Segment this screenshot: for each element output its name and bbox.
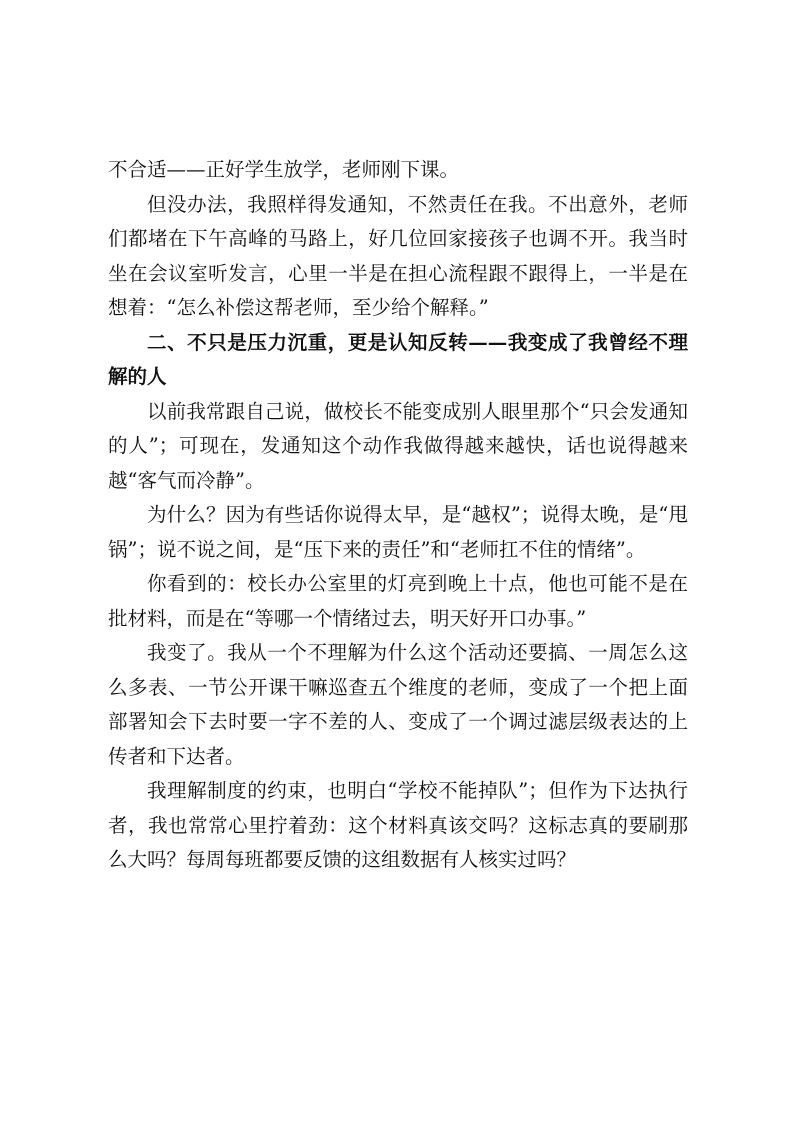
paragraph-continuation: 不合适——正好学生放学，老师刚下课。 [108,158,460,181]
paragraph-why: 为什么？因为有些话你说得太早，是“越权”；说得太晚，是“甩锅”；说不说之间，是“压下来的责任”和“老师扛不住的情绪”。 [108,503,688,561]
paragraph-office-light: 你看到的：校长办公室里的灯亮到晚上十点，他也可能不是在批材料，而是在“等哪一个情绪过去，明天好开口办事。” [108,572,688,630]
document-body [108,153,688,878]
paragraph-notice: 但没办法，我照样得发通知，不然责任在我。不出意外，老师们都堵在下午高峰的马路上，好几位回家接孩子也调不开。我当时坐在会议室听发言，心里一半是在担心流程跟不跟得上，一半是在想着：“怎么补偿这帮老师，至少给个解释。” [108,192,688,319]
paragraph-constraints: 我理解制度的约束，也明白“学校不能掉队”；但作为下达执行者，我也常常心里拧着劲：这个材料真该交吗？这标志真的要刷那么大吗？每周每班都要反馈的这组数据有人核实过吗？ [108,779,688,871]
section-heading: 二、不只是压力沉重，更是认知反转——我变成了我曾经不理解的人 [108,330,688,388]
paragraph-i-changed: 我变了。我从一个不理解为什么这个活动还要搞、一周怎么这么多表、一节公开课干嘛巡查五个维度的老师，变成了一个把上面部署知会下去时要一字不差的人、变成了一个调过滤层级表达的上传者和下达者。 [108,641,688,768]
paragraph-past-self: 以前我常跟自己说，做校长不能变成别人眼里那个“只会发通知的人”；可现在，发通知这个动作我做得越来越快，话也说得越来越“客气而冷静”。 [108,399,688,492]
